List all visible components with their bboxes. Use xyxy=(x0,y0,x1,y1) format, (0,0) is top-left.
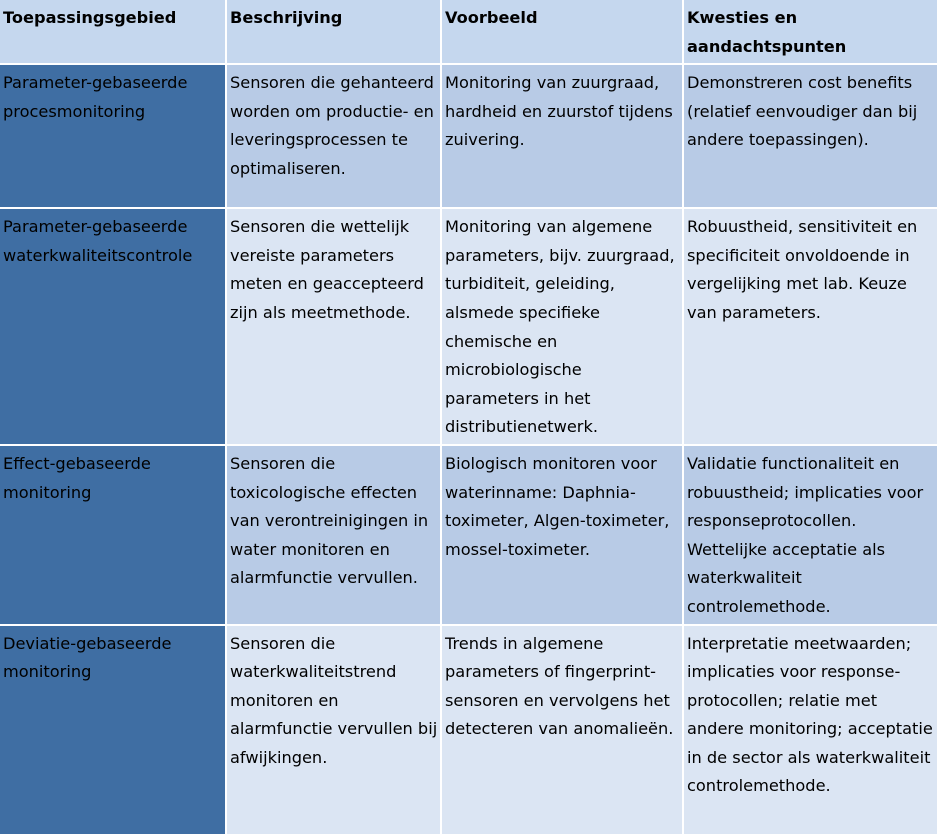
cell-beschrijving: Sensoren die gehanteerd worden om productie- en leveringsprocessen te optimaliseren. xyxy=(226,64,441,208)
cell-voorbeeld: Trends in algemene parameters of fingerprint-sensoren en vervolgens het detecteren van anomalieën. xyxy=(441,625,683,835)
table-row xyxy=(0,64,937,208)
header-row xyxy=(0,0,937,64)
cell-voorbeeld: Biologisch monitoren voor waterinname: Daphnia-toximeter, Algen-toximeter, mossel-toximeter. xyxy=(441,445,683,625)
header-toepassingsgebied: Toepassingsgebied xyxy=(0,0,226,64)
row-head-toepassingsgebied: Effect-gebaseerde monitoring xyxy=(0,445,226,625)
cell-beschrijving: Sensoren die toxicologische effecten van verontreinigingen in water monitoren en alarmfunctie vervullen. xyxy=(226,445,441,625)
cell-kwesties: Validatie functionaliteit en robuustheid; implicaties voor responseprotocollen. Wettelijke acceptatie als waterkwaliteit controlemethode. xyxy=(683,445,937,625)
cell-kwesties: Robuustheid, sensitiviteit en specificiteit onvoldoende in vergelijking met lab. Keuze van parameters. xyxy=(683,208,937,445)
table-row xyxy=(0,208,937,445)
cell-kwesties: Demonstreren cost benefits (relatief eenvoudiger dan bij andere toepassingen). xyxy=(683,64,937,208)
cell-beschrijving: Sensoren die wettelijk vereiste parameters meten en geaccepteerd zijn als meetmethode. xyxy=(226,208,441,445)
row-head-toepassingsgebied: Deviatie-gebaseerde monitoring xyxy=(0,625,226,835)
row-head-toepassingsgebied: Parameter-gebaseerde waterkwaliteitscontrole xyxy=(0,208,226,445)
header-kwesties: Kwesties en aandachtspunten xyxy=(683,0,937,64)
header-voorbeeld: Voorbeeld xyxy=(441,0,683,64)
table-body xyxy=(0,64,937,834)
cell-kwesties: Interpretatie meetwaarden; implicaties voor response-protocollen; relatie met andere monitoring; acceptatie in de sector als waterkwaliteit controlemethode. xyxy=(683,625,937,835)
cell-voorbeeld: Monitoring van algemene parameters, bijv. zuurgraad, turbiditeit, geleiding, alsmede specifieke chemische en microbiologische parameters in het distributienetwerk. xyxy=(441,208,683,445)
cell-beschrijving: Sensoren die waterkwaliteitstrend monitoren en alarmfunctie vervullen bij afwijkingen. xyxy=(226,625,441,835)
row-head-toepassingsgebied: Parameter-gebaseerde procesmonitoring xyxy=(0,64,226,208)
header-beschrijving: Beschrijving xyxy=(226,0,441,64)
cell-voorbeeld: Monitoring van zuurgraad, hardheid en zuurstof tijdens zuivering. xyxy=(441,64,683,208)
table-row xyxy=(0,625,937,835)
table-row xyxy=(0,445,937,625)
table-header xyxy=(0,0,937,64)
